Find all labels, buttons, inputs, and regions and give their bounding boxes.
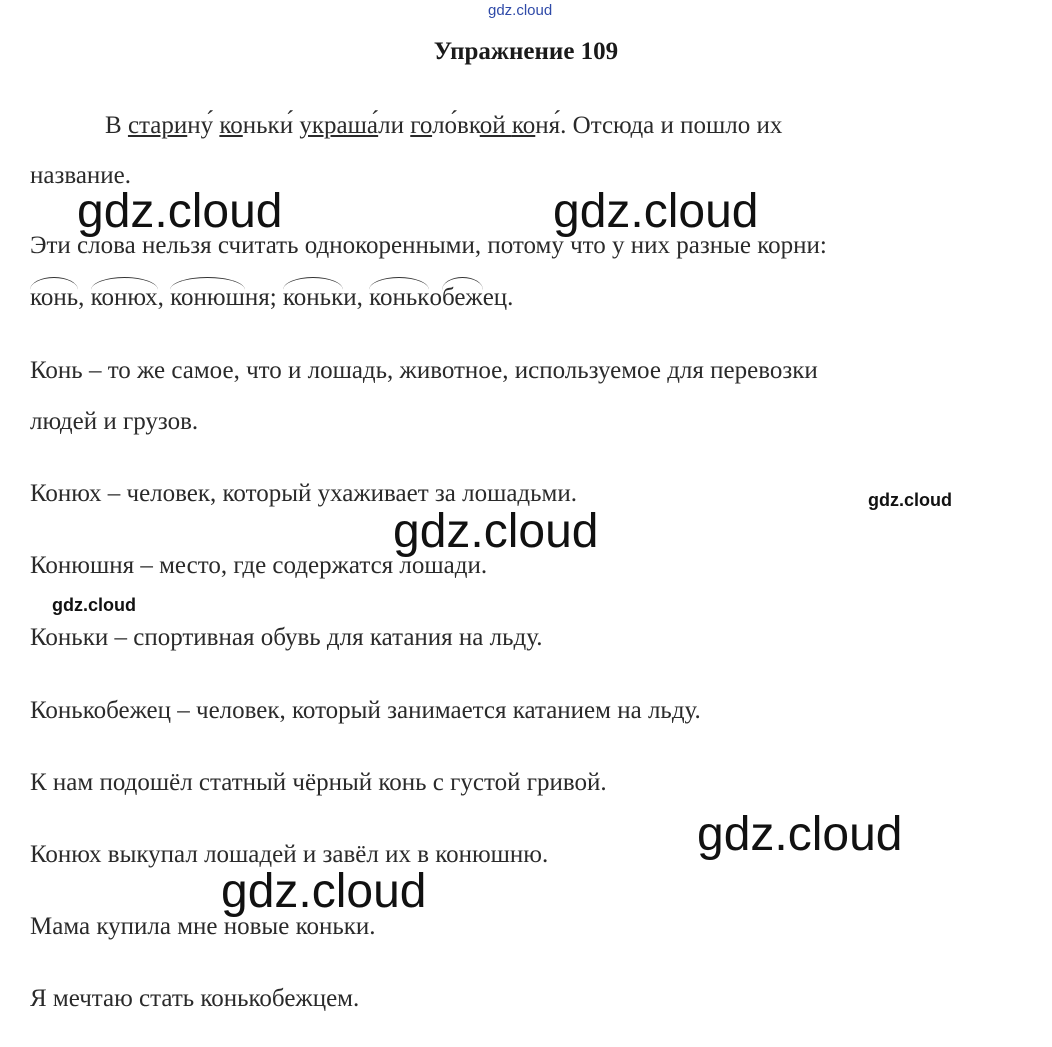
root-word: конюх — [90, 284, 158, 311]
watermark: gdz.cloud — [393, 505, 599, 558]
intro-text-underlined: го — [410, 112, 433, 139]
separator: ; — [269, 284, 283, 311]
intro-text: ня́ — [535, 112, 561, 139]
example-sentence: Конюх выкупал лошадей и завёл их в конюшню. — [30, 841, 549, 868]
definition-konki: Коньки – спортивная обувь для катания на льду. — [30, 624, 543, 651]
intro-text: . Отсюда и пошло их — [560, 112, 783, 139]
exercise-title: Упражнение 109 — [433, 38, 619, 65]
intro-line-2: название. — [30, 162, 132, 189]
root-word: конь — [30, 284, 79, 311]
root-word: беж — [441, 284, 483, 311]
word-ending: ец. — [482, 284, 514, 311]
intro-text: ну́ — [187, 112, 220, 139]
watermark: gdz.cloud — [52, 595, 136, 615]
watermark: gdz.cloud — [77, 185, 283, 238]
root-word: коньк — [369, 284, 430, 311]
intro-line-1 — [105, 112, 782, 140]
definition-konyukh: Конюх – человек, который ухаживает за лошадьми. — [30, 480, 577, 507]
intro-text-underlined: стари — [127, 112, 188, 139]
separator: , — [78, 284, 91, 311]
roots-sentence: Эти слова нельзя считать однокоренными, потому что у них разные корни: — [30, 232, 827, 259]
example-sentence: К нам подошёл статный чёрный конь с густой гривой. — [30, 769, 607, 796]
intro-text: В — [105, 112, 128, 139]
watermark: gdz.cloud — [221, 865, 427, 918]
root-word: конюш — [170, 284, 245, 311]
root-word: коньк — [282, 284, 344, 311]
intro-text: ньки́ — [242, 112, 300, 139]
intro-text-underlined: ко — [511, 112, 536, 139]
definition-konyushnya: Конюшня – место, где содержатся лошади. — [30, 552, 488, 579]
intro-text: ло́вк — [432, 112, 480, 139]
intro-text-underlined: ой — [479, 112, 512, 139]
word-part: о — [429, 284, 442, 311]
watermark: gdz.cloud — [553, 185, 759, 238]
separator: , — [157, 284, 171, 311]
watermark: gdz.cloud — [697, 808, 903, 861]
definition-kon-line-1: Конь – то же самое, что и лошадь, животное, используемое для перевозки — [30, 357, 818, 384]
example-sentence: Я мечтаю стать конькобежцем. — [30, 985, 360, 1012]
intro-text-underlined: украша́ — [299, 112, 379, 139]
watermark-top: gdz.cloud — [488, 2, 553, 19]
word-ending: и — [343, 284, 357, 311]
word-ending: ня — [244, 284, 270, 311]
definition-konkobezhets: Конькобежец – человек, который занимается катанием на льду. — [30, 697, 701, 724]
intro-text-underlined: ко — [219, 112, 243, 139]
intro-text: ли — [378, 112, 411, 139]
example-sentence: Мама купила мне новые коньки. — [30, 913, 376, 940]
definition-kon-line-2: людей и грузов. — [30, 408, 199, 435]
roots-words-line — [30, 284, 513, 312]
separator: , — [356, 284, 370, 311]
watermark: gdz.cloud — [868, 490, 952, 510]
